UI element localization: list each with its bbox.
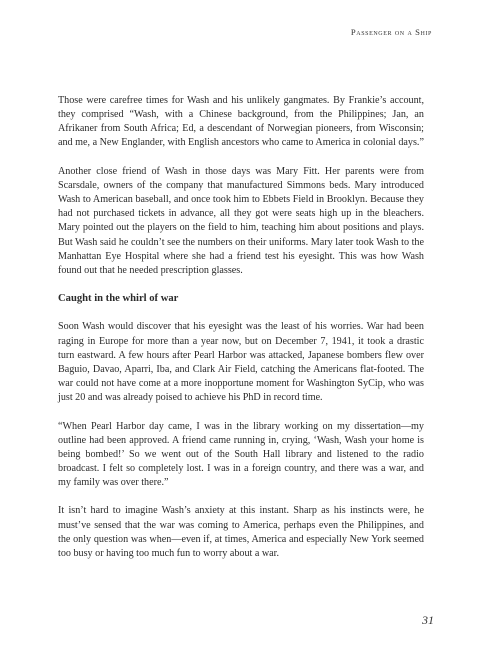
section-heading: Caught in the whirl of war	[58, 293, 179, 305]
paragraph: Those were carefree times for Wash and his unlikely gangmates. By Frankie’s account, they comprised “Wash, with a Chinese background, from the Philippines; Jan, an Afrikaner from South Africa; Ed, a descendant of Norwegian pioneers, from Wisconsin; and me, a New Englander, with English ancestors who came to America in colonial days.”	[58, 95, 424, 149]
paragraph: “When Pearl Harbor day came, I was in the library working on my dissertation—my outline had been approved. A friend came running in, crying, ‘Wash, Wash your home is being bombed!’ So we went out of the South Hall library and listened to the radio broadcast. I felt so completely lost. I was in a foreign country, and there was a war, and my family was over there.”	[58, 420, 424, 489]
running-head: Passenger on a Ship	[350, 27, 432, 37]
body-text	[58, 94, 424, 575]
paragraph: Another close friend of Wash in those days was Mary Fitt. Her parents were from Scarsdale, owners of the company that manufactured Simmons beds. Mary introduced Wash to American baseball, and once took him to Ebbets Field in Brooklyn. Because they had not purchased tickets in advance, all they got were seats high up in the bleachers. Mary pointed out the players on the field to him, teaching him about positions and plays. But Wash said he couldn’t see the numbers on their uniforms. Mary later took Wash to the Manhattan Eye Hospital where she had a friend test his eyesight. This was how Wash found out that he needed prescription glasses.	[58, 165, 424, 276]
page-number: 31	[422, 613, 434, 627]
paragraph: Soon Wash would discover that his eyesight was the least of his worries. War had been raging in Europe for more than a year now, but on December 7, 1941, it took a drastic turn eastward. A few hours after Pearl Harbor was attacked, Japanese bombers flew over Baguio, Davao, Aparri, Iba, and Clark Air Field, catching the Americans flat-footed. The war could not have come at a more inopportune moment for Washington SyCip, who was just 20 and was already poised to achieve his PhD in record time.	[58, 321, 424, 404]
paragraph: It isn’t hard to imagine Wash’s anxiety at this instant. Sharp as his instincts were, he must’ve sensed that the war was coming to America, perhaps even the Philippines, and the only question was when—even if, at times, America and especially New York seemed too busy or having too much fun to worry about a war.	[58, 505, 424, 559]
